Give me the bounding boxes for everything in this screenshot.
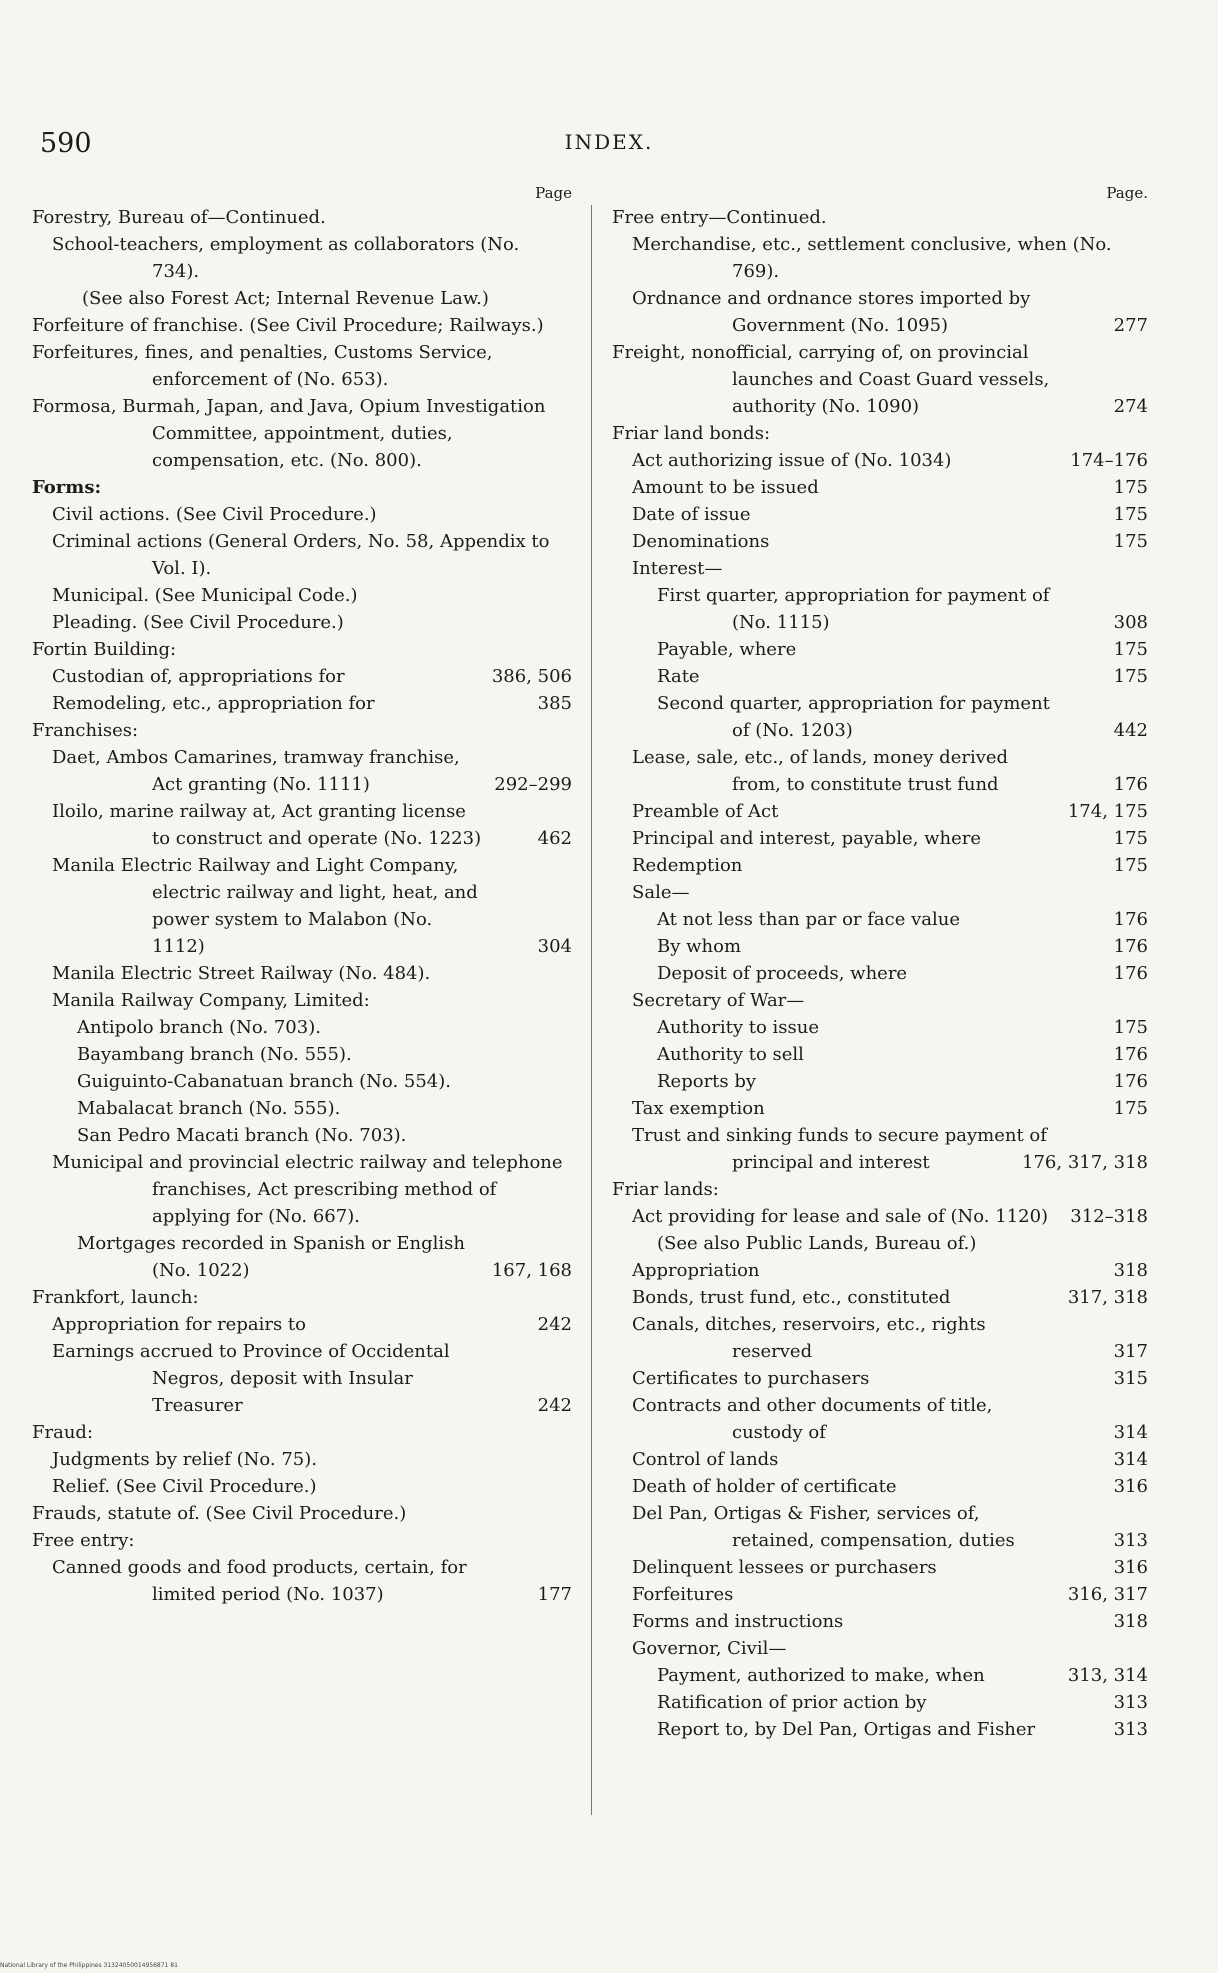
index-entry	[32, 1014, 572, 1041]
index-entry	[612, 582, 1148, 636]
index-entry	[612, 285, 1148, 339]
index-entry-text: Guiguinto-Cabanatuan branch (No. 554).	[77, 1071, 451, 1092]
index-entry-text: Bayambang branch (No. 555).	[77, 1044, 352, 1065]
index-entry	[612, 1662, 1148, 1689]
index-entry-text: Friar land bonds:	[612, 423, 771, 444]
index-entry-page: 314	[1110, 1446, 1148, 1473]
index-entry	[612, 1014, 1148, 1041]
index-entry-text: Date of issue .....	[612, 501, 1148, 528]
index-entry-page: 176	[1110, 960, 1148, 987]
index-entry	[32, 204, 572, 231]
index-entry-page: 177	[534, 1581, 572, 1608]
index-entry	[32, 1122, 572, 1149]
column-divider	[591, 205, 592, 1815]
index-entry-page: 176, 317, 318	[1018, 1149, 1148, 1176]
index-entry-text: Forfeitures, fines, and penalties, Customs Service, enforcement of (No. 653).	[32, 342, 493, 390]
index-entry-text: Report to, by Del Pan, Ortigas and Fisher .....	[612, 1716, 1148, 1743]
index-entry	[32, 231, 572, 285]
index-entry	[32, 1473, 572, 1500]
index-entry-text: Relief. (See Civil Procedure.)	[52, 1476, 317, 1497]
index-entry	[32, 798, 572, 852]
index-entry-text: Mabalacat branch (No. 555).	[77, 1098, 341, 1119]
index-entry-text: Manila Electric Street Railway (No. 484).	[52, 963, 431, 984]
page-number: 590	[40, 128, 92, 159]
index-entry	[612, 690, 1148, 744]
index-entry-text: Forfeiture of franchise. (See Civil Procedure; Railways.)	[32, 315, 544, 336]
index-entry-text: Frankfort, launch:	[32, 1287, 199, 1308]
index-entry	[612, 744, 1148, 798]
index-entry-text: Earnings accrued to Province of Occidental Negros, deposit with Insular Treasurer .....	[32, 1338, 572, 1419]
index-entry-text: Sale—	[632, 882, 690, 903]
index-entry-page: 317	[1110, 1338, 1148, 1365]
index-entry-page: 292–299	[490, 771, 572, 798]
index-entry	[612, 501, 1148, 528]
index-entry	[32, 1527, 572, 1554]
index-entry-page: 175	[1110, 825, 1148, 852]
index-entry	[612, 1581, 1148, 1608]
index-entry	[612, 906, 1148, 933]
index-entry-page: 242	[534, 1311, 572, 1338]
index-entry-page: 242	[534, 1392, 572, 1419]
index-entry-text: Amount to be issued .....	[612, 474, 1148, 501]
index-entry	[32, 960, 572, 987]
index-entry	[612, 474, 1148, 501]
index-entry-text: Forms and instructions .....	[612, 1608, 1148, 1635]
index-entry	[612, 1257, 1148, 1284]
index-entry	[612, 447, 1148, 474]
index-entry-text: Manila Railway Company, Limited:	[52, 990, 370, 1011]
index-entry	[612, 852, 1148, 879]
index-entry	[32, 690, 572, 717]
index-entry-text: Trust and sinking funds to secure payment of principal and interest .....	[612, 1122, 1148, 1176]
index-entry-text: Municipal. (See Municipal Code.)	[52, 585, 358, 606]
index-entry-page: 386, 506	[488, 663, 572, 690]
index-entry	[32, 501, 572, 528]
index-entry-page: 312–318	[1066, 1203, 1148, 1230]
index-entry-text: Del Pan, Ortigas & Fisher, services of, retained, compensation, duties .....	[612, 1500, 1148, 1554]
index-entry-page: 175	[1110, 501, 1148, 528]
index-entry	[32, 987, 572, 1014]
index-entry-page: 176	[1110, 771, 1148, 798]
index-entry	[32, 1149, 572, 1230]
page-column-label: Page	[535, 184, 572, 202]
index-entry	[32, 1284, 572, 1311]
index-entry-text: School-teachers, employment as collaborators (No. 734).	[52, 234, 520, 282]
index-entry-text: Fortin Building:	[32, 639, 177, 660]
index-entry	[32, 1041, 572, 1068]
index-entry	[32, 1446, 572, 1473]
index-entry-text: Lease, sale, etc., of lands, money derived from, to constitute trust fund .....	[612, 744, 1148, 798]
index-entry-text: Friar lands:	[612, 1179, 719, 1200]
index-entry-page: 175	[1110, 852, 1148, 879]
index-entry-text: Death of holder of certificate .....	[612, 1473, 1148, 1500]
index-entry	[612, 960, 1148, 987]
index-entry	[32, 852, 572, 960]
index-entry-page: 318	[1110, 1608, 1148, 1635]
index-entry	[32, 744, 572, 798]
index-entry-text: Ratification of prior action by .....	[612, 1689, 1148, 1716]
index-entry	[612, 636, 1148, 663]
index-entry	[612, 1311, 1148, 1365]
index-entry-page: 313	[1110, 1527, 1148, 1554]
index-entry-text: Forfeitures .....	[612, 1581, 1148, 1608]
index-entry-text: Reports by .....	[612, 1068, 1148, 1095]
index-entry-text: Canned goods and food products, certain, for limited period (No. 1037) .....	[32, 1554, 572, 1608]
index-entry	[32, 1095, 572, 1122]
index-entry	[612, 1068, 1148, 1095]
index-entry-text: Delinquent lessees or purchasers .....	[612, 1554, 1148, 1581]
index-entry-text: Fraud:	[32, 1422, 94, 1443]
library-imprint: National Library of the Philippines 31324050014956871 81	[0, 1962, 178, 1969]
index-entry	[612, 1500, 1148, 1554]
index-entry-text: Freight, nonofficial, carrying of, on provincial launches and Coast Guard vessels, authority (No. 1090) .....	[612, 339, 1148, 420]
index-entry	[612, 555, 1148, 582]
index-entry-text: Appropriation .....	[612, 1257, 1148, 1284]
index-entry	[612, 987, 1148, 1014]
index-entry	[32, 312, 572, 339]
index-entry-page: 175	[1110, 528, 1148, 555]
index-entry-text: Payment, authorized to make, when .....	[612, 1662, 1148, 1689]
index-entry-text: Free entry—Continued.	[612, 207, 827, 228]
index-entry	[612, 1635, 1148, 1662]
index-entry-text: First quarter, appropriation for payment of (No. 1115) .....	[612, 582, 1148, 636]
index-entry	[612, 1365, 1148, 1392]
index-entry-page: 385	[534, 690, 572, 717]
index-entry	[32, 1554, 572, 1608]
index-entry	[612, 1041, 1148, 1068]
index-entry	[32, 582, 572, 609]
index-entry	[32, 1500, 572, 1527]
index-entry-text: Canals, ditches, reservoirs, etc., rights reserved .....	[612, 1311, 1148, 1365]
index-entry	[32, 1419, 572, 1446]
index-entry-page: 175	[1110, 636, 1148, 663]
index-entry-text: Iloilo, marine railway at, Act granting license to construct and operate (No. 1223) .....	[32, 798, 572, 852]
index-entry-page: 176	[1110, 1068, 1148, 1095]
index-entry-text: Frauds, statute of. (See Civil Procedure.)	[32, 1503, 407, 1524]
index-entry-text: Certificates to purchasers .....	[612, 1365, 1148, 1392]
index-entry-page: 318	[1110, 1257, 1148, 1284]
index-entry-text: Antipolo branch (No. 703).	[77, 1017, 321, 1038]
index-entry-text: Principal and interest, payable, where .....	[612, 825, 1148, 852]
index-entry-text: Formosa, Burmah, Japan, and Java, Opium Investigation Committee, appointment, duties, compensation, etc. (No. 800).	[32, 396, 546, 471]
index-entry	[612, 1608, 1148, 1635]
index-entry-text: (See also Forest Act; Internal Revenue Law.)	[82, 288, 489, 309]
index-column-right	[612, 182, 1148, 1743]
index-entry-text: Mortgages recorded in Spanish or English (No. 1022) .....	[32, 1230, 572, 1284]
index-entry-text: Denominations .....	[612, 528, 1148, 555]
index-entry-page: 313, 314	[1064, 1662, 1148, 1689]
index-entry	[612, 204, 1148, 231]
index-entry-text: Tax exemption .....	[612, 1095, 1148, 1122]
index-entry-text: Ordnance and ordnance stores imported by Government (No. 1095) .....	[612, 285, 1148, 339]
page-column-label: Page.	[1106, 184, 1148, 202]
index-entry-text: Daet, Ambos Camarines, tramway franchise, Act granting (No. 1111) .....	[32, 744, 572, 798]
index-entry-text: (See also Public Lands, Bureau of.)	[657, 1233, 977, 1254]
index-entry-text: Authority to sell .....	[612, 1041, 1148, 1068]
index-entry-text: Payable, where .....	[612, 636, 1148, 663]
index-entry-text: Second quarter, appropriation for payment of (No. 1203) .....	[612, 690, 1148, 744]
index-entry-text: Free entry:	[32, 1530, 135, 1551]
index-entry	[612, 1203, 1148, 1230]
index-entry	[612, 420, 1148, 447]
index-entry-text: San Pedro Macati branch (No. 703).	[77, 1125, 407, 1146]
index-entry-text: Control of lands .....	[612, 1446, 1148, 1473]
index-entry	[32, 663, 572, 690]
index-entry	[32, 285, 572, 312]
index-column-left	[32, 182, 572, 1608]
index-entry	[612, 1473, 1148, 1500]
index-entry-text: Judgments by relief (No. 75).	[52, 1449, 317, 1470]
index-entry-page: 174, 175	[1064, 798, 1148, 825]
index-entry-text: Franchises:	[32, 720, 139, 741]
index-entry	[32, 339, 572, 393]
index-entry-text: Contracts and other documents of title, custody of .....	[612, 1392, 1148, 1446]
index-entry-page: 314	[1110, 1419, 1148, 1446]
index-entry-text: Manila Electric Railway and Light Company, electric railway and light, heat, and power system to Malabon (No. 1112) .....	[32, 852, 572, 960]
index-entry-text: Pleading. (See Civil Procedure.)	[52, 612, 344, 633]
index-entry-page: 176	[1110, 906, 1148, 933]
index-entry-page: 316, 317	[1064, 1581, 1148, 1608]
page-title: INDEX.	[564, 130, 654, 154]
index-entry-text: Interest—	[632, 558, 723, 579]
index-entry-text: Forestry, Bureau of—Continued.	[32, 207, 326, 228]
index-entry-page: 176	[1110, 933, 1148, 960]
index-entry-text: Merchandise, etc., settlement conclusive, when (No. 769).	[632, 234, 1112, 282]
index-entry-text: Secretary of War—	[632, 990, 805, 1011]
index-entry-text: Redemption .....	[612, 852, 1148, 879]
index-entry-text: By whom .....	[612, 933, 1148, 960]
index-entry-text: Preamble of Act .....	[612, 798, 1148, 825]
index-entry	[612, 825, 1148, 852]
index-entry	[612, 1230, 1148, 1257]
index-entry-text: Appropriation for repairs to .....	[32, 1311, 572, 1338]
index-entry-text: Bonds, trust fund, etc., constituted .....	[612, 1284, 1148, 1311]
index-entry	[32, 1338, 572, 1419]
index-entry	[32, 528, 572, 582]
index-entry	[612, 798, 1148, 825]
index-entry	[612, 1446, 1148, 1473]
index-entry-text: Custodian of, appropriations for .....	[32, 663, 572, 690]
index-entry-text: Governor, Civil—	[632, 1638, 787, 1659]
index-entry	[612, 1716, 1148, 1743]
index-entry-page: 176	[1110, 1041, 1148, 1068]
index-entry-page: 313	[1110, 1689, 1148, 1716]
index-entry-text: Authority to issue .....	[612, 1014, 1148, 1041]
index-entry-page: 316	[1110, 1554, 1148, 1581]
index-entry	[612, 879, 1148, 906]
index-entry-text: Municipal and provincial electric railway and telephone franchises, Act prescribing method of applying for (No. 667).	[52, 1152, 563, 1227]
index-entry-page: 308	[1110, 609, 1148, 636]
index-entry-page: 462	[534, 825, 572, 852]
index-entry-page: 315	[1110, 1365, 1148, 1392]
index-entry-page: 174–176	[1066, 447, 1148, 474]
index-entry	[612, 1392, 1148, 1446]
index-entry-text: Forms:	[32, 477, 102, 498]
index-entry-text: At not less than par or face value .....	[612, 906, 1148, 933]
index-entry	[612, 1689, 1148, 1716]
index-entry	[32, 717, 572, 744]
index-entry-text: Remodeling, etc., appropriation for .....	[32, 690, 572, 717]
index-entry-text: Deposit of proceeds, where .....	[612, 960, 1148, 987]
index-entry	[32, 1230, 572, 1284]
index-entry	[32, 636, 572, 663]
index-entry-page: 274	[1110, 393, 1148, 420]
index-entry	[32, 609, 572, 636]
index-entry	[612, 339, 1148, 420]
index-entry-text: Act providing for lease and sale of (No. 1120) .....	[612, 1203, 1148, 1230]
index-entry	[612, 1176, 1148, 1203]
index-entry-page: 175	[1110, 474, 1148, 501]
index-entry-page: 442	[1110, 717, 1148, 744]
index-entry-text: Criminal actions (General Orders, No. 58, Appendix to Vol. I).	[52, 531, 550, 579]
index-entry-page: 304	[534, 933, 572, 960]
index-entry-page: 167, 168	[488, 1257, 572, 1284]
index-entry-text: Rate .....	[612, 663, 1148, 690]
index-entry	[612, 1095, 1148, 1122]
index-entry	[612, 528, 1148, 555]
index-entry-page: 317, 318	[1064, 1284, 1148, 1311]
index-entry-text: Civil actions. (See Civil Procedure.)	[52, 504, 377, 525]
index-entry-page: 277	[1110, 312, 1148, 339]
index-entry	[32, 1068, 572, 1095]
index-entry-page: 175	[1110, 663, 1148, 690]
index-entry-page: 313	[1110, 1716, 1148, 1743]
index-entry	[32, 1311, 572, 1338]
index-entry-page: 175	[1110, 1014, 1148, 1041]
index-entry-page: 316	[1110, 1473, 1148, 1500]
index-entry	[612, 663, 1148, 690]
index-entry	[612, 1284, 1148, 1311]
index-entry-page: 175	[1110, 1095, 1148, 1122]
index-entry	[612, 231, 1148, 285]
index-entry	[32, 474, 572, 501]
index-entry	[612, 933, 1148, 960]
index-entry	[32, 393, 572, 474]
index-entry	[612, 1554, 1148, 1581]
index-entry-text: Act authorizing issue of (No. 1034) .....	[612, 447, 1148, 474]
index-entry	[612, 1122, 1148, 1176]
